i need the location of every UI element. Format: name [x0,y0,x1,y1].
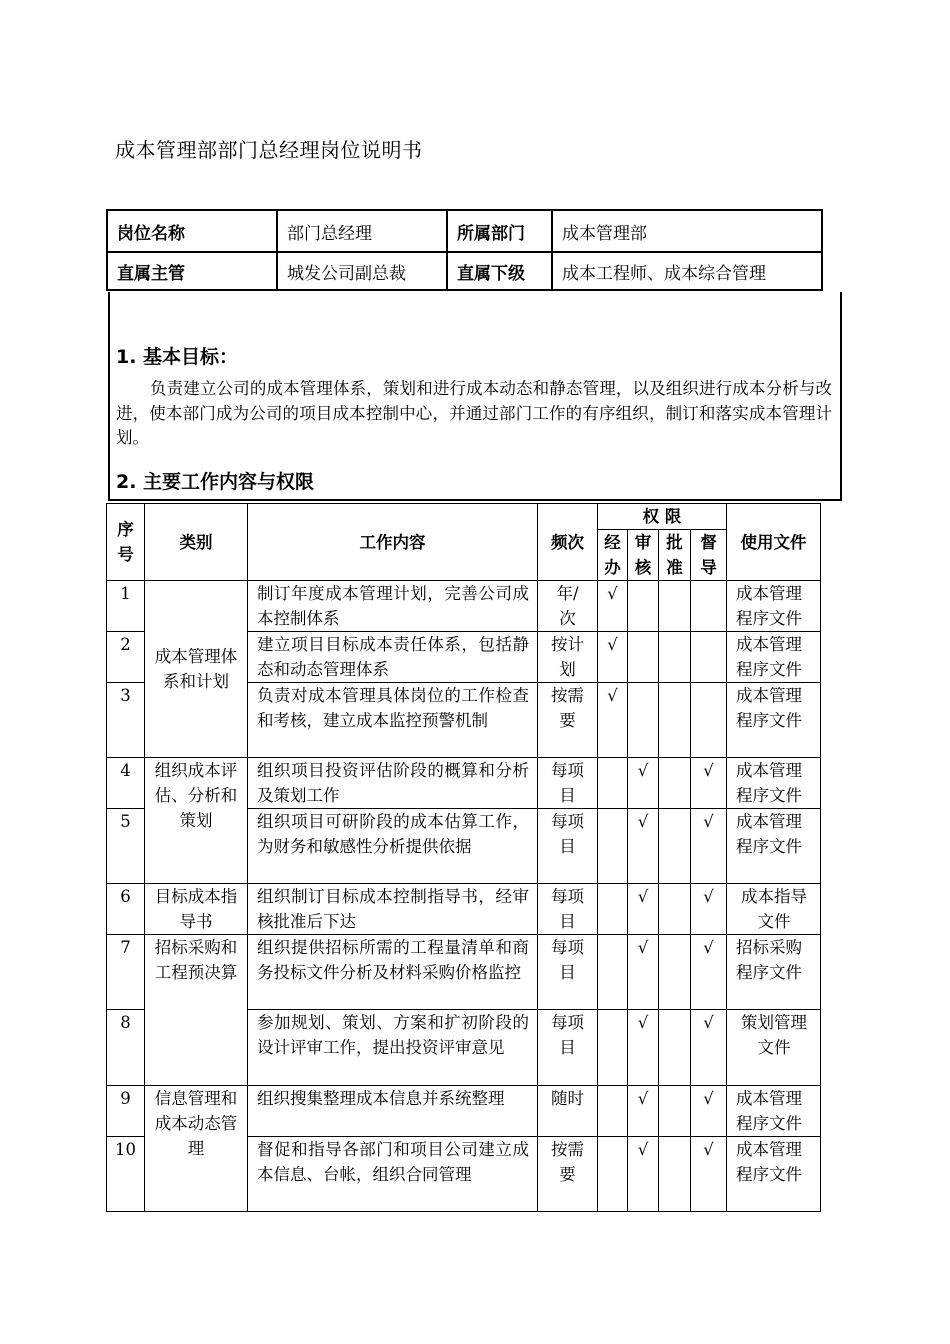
row-supervise: √ [691,1137,727,1212]
row-seq: 4 [107,758,145,809]
row-content: 组织搜集整理成本信息并系统整理 [248,1086,538,1137]
category-label: 组织成本评估、分析和策划 [154,761,238,830]
header-content: 工作内容 [248,504,538,581]
basic-objective-text: 负责建立公司的成本管理体系，策划和进行成本动态和静态管理，以及组织进行成本分析与改进，使本部门成为公司的项目成本控制中心，并通过部门工作的有序组织，制订和落实成本管理计划。 [116,379,832,447]
section-basic-objective-heading: 1. 基本目标： [116,346,239,368]
row-frequency: 每项目 [538,1010,598,1086]
row-approve [659,809,691,884]
category-cell [145,1086,248,1212]
row-review: √ [628,1010,659,1086]
row-supervise: √ [691,758,727,809]
row-seq: 6 [107,884,145,935]
row-approve [659,581,691,632]
row-review [628,581,659,632]
work-content-table [106,503,821,1212]
row-content: 负责对成本管理具体岗位的工作检查和考核，建立成本监控预警机制 [248,683,538,758]
row-document: 成本指导文件 [727,884,821,935]
row-review [628,683,659,758]
header-handle: 经办 [598,530,628,581]
row-frequency: 随时 [538,1086,598,1137]
row-frequency: 每项目 [538,809,598,884]
row-content: 组织项目可研阶段的成本估算工作，为财务和敏感性分析提供依据 [248,809,538,884]
header-authority: 权 限 [598,504,727,530]
row-handle [598,1086,628,1137]
table-row [107,758,821,809]
header-frequency: 频次 [538,504,598,581]
header-seq: 序号 [107,504,145,581]
department-label: 所属部门 [447,210,552,252]
category-label: 目标成本指导书 [154,887,238,931]
category-cell [145,581,248,758]
row-supervise [691,581,727,632]
row-document: 招标采购程序文件 [727,935,821,1010]
row-approve [659,1086,691,1137]
row-handle [598,1010,628,1086]
row-handle [598,935,628,1010]
row-handle [598,809,628,884]
row-handle [598,1137,628,1212]
row-review: √ [628,758,659,809]
header-documents: 使用文件 [727,504,821,581]
row-supervise: √ [691,809,727,884]
row-content: 建立项目目标成本责任体系，包括静态和动态管理体系 [248,632,538,683]
row-seq: 9 [107,1086,145,1137]
subordinate-value: 成本工程师、成本综合管理 [552,252,822,290]
row-approve [659,935,691,1010]
row-supervise: √ [691,884,727,935]
row-approve [659,884,691,935]
row-handle: √ [598,683,628,758]
row-content: 组织项目投资评估阶段的概算和分析及策划工作 [248,758,538,809]
row-document: 策划管理文件 [727,1010,821,1086]
section-work-content-heading: 2. 主要工作内容与权限 [116,471,315,493]
row-handle [598,884,628,935]
row-content: 组织制订目标成本控制指导书，经审核批准后下达 [248,884,538,935]
row-document: 成本管理程序文件 [727,809,821,884]
row-seq: 7 [107,935,145,1010]
row-document: 成本管理程序文件 [727,1137,821,1212]
row-seq: 5 [107,809,145,884]
row-supervise: √ [691,1010,727,1086]
supervisor-label: 直属主管 [107,252,277,290]
department-value: 成本管理部 [552,210,822,252]
row-frequency: 按计划 [538,632,598,683]
row-approve [659,758,691,809]
row-seq: 1 [107,581,145,632]
row-content: 参加规划、策划、方案和扩初阶段的设计评审工作，提出投资评审意见 [248,1010,538,1086]
position-name-label: 岗位名称 [107,210,277,252]
category-label: 成本管理体系和计划 [154,647,238,691]
row-review: √ [628,935,659,1010]
row-content: 督促和指导各部门和项目公司建立成本信息、台帐，组织合同管理 [248,1137,538,1212]
row-review: √ [628,1086,659,1137]
category-label: 信息管理和成本动态管理 [154,1089,238,1158]
table-row [107,935,821,1010]
row-document: 成本管理程序文件 [727,683,821,758]
row-review: √ [628,809,659,884]
row-frequency: 年/次 [538,581,598,632]
row-frequency: 按需要 [538,1137,598,1212]
row-handle: √ [598,581,628,632]
row-document: 成本管理程序文件 [727,758,821,809]
row-supervise [691,683,727,758]
row-handle [598,758,628,809]
row-document: 成本管理程序文件 [727,632,821,683]
row-frequency: 每项目 [538,758,598,809]
category-cell [145,758,248,884]
row-content: 制订年度成本管理计划，完善公司成本控制体系 [248,581,538,632]
row-frequency: 每项目 [538,935,598,1010]
position-info-table [106,209,823,291]
row-review: √ [628,884,659,935]
row-review [628,632,659,683]
category-cell [145,884,248,935]
header-approve: 批准 [659,530,691,581]
header-review: 审核 [628,530,659,581]
position-name-value: 部门总经理 [277,210,447,252]
row-supervise: √ [691,935,727,1010]
row-seq: 8 [107,1010,145,1086]
row-frequency: 按需要 [538,683,598,758]
row-seq: 3 [107,683,145,758]
subordinate-label: 直属下级 [447,252,552,290]
table-row [107,884,821,935]
row-supervise [691,632,727,683]
row-document: 成本管理程序文件 [727,1086,821,1137]
table-row [107,1086,821,1137]
header-category: 类别 [145,504,248,581]
row-handle: √ [598,632,628,683]
header-supervise: 督导 [691,530,727,581]
row-approve [659,1137,691,1212]
row-approve [659,632,691,683]
row-content: 组织提供招标所需的工程量清单和商务投标文件分析及材料采购价格监控 [248,935,538,1010]
document-title: 成本管理部部门总经理岗位说明书 [115,138,423,162]
category-cell [145,935,248,1086]
row-supervise: √ [691,1086,727,1137]
supervisor-value: 城发公司副总裁 [277,252,447,290]
row-frequency: 每项目 [538,884,598,935]
row-approve [659,683,691,758]
row-review: √ [628,1137,659,1212]
row-seq: 10 [107,1137,145,1212]
row-document: 成本管理程序文件 [727,581,821,632]
row-seq: 2 [107,632,145,683]
table-row [107,581,821,632]
category-label: 招标采购和工程预决算 [154,938,238,982]
row-approve [659,1010,691,1086]
